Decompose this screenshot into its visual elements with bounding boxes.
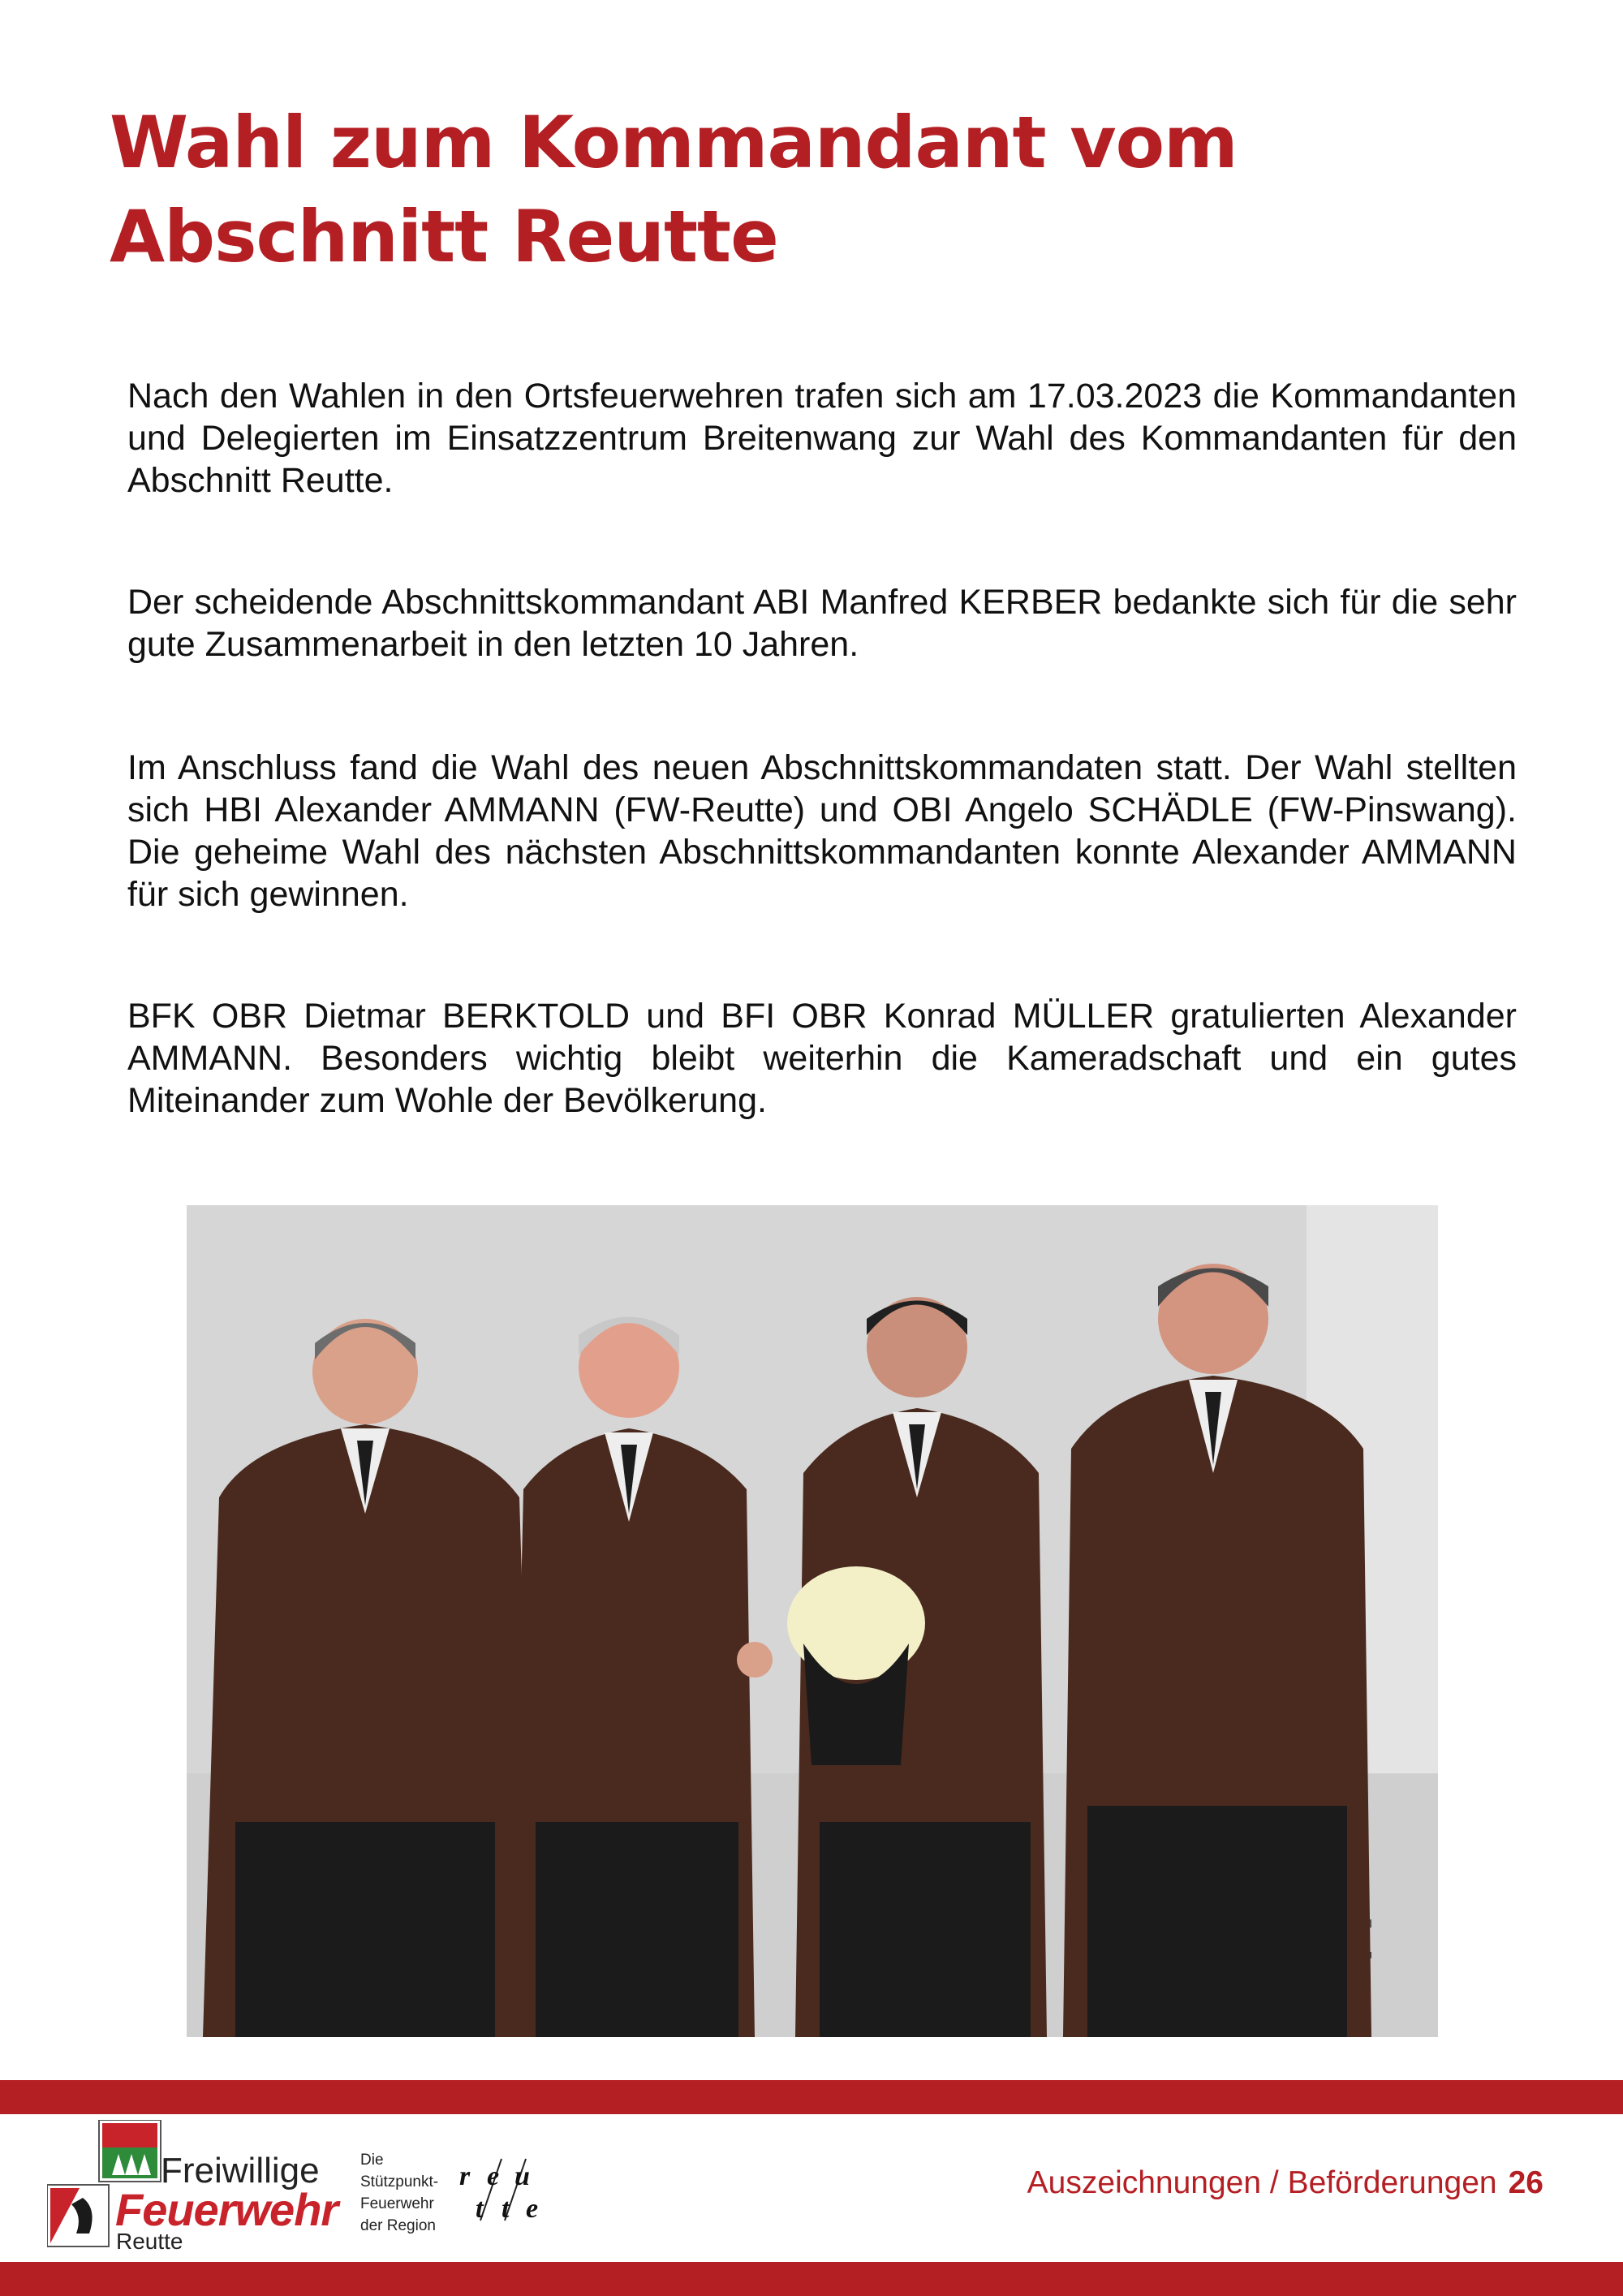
paragraph-2	[127, 581, 1517, 666]
page-title-line-2: Abschnitt Reutte	[110, 195, 778, 278]
paragraph-3	[127, 747, 1517, 915]
reutte-letter-6: e	[526, 2194, 539, 2222]
reutte-region-logo-icon	[454, 2157, 552, 2222]
logo-text-reutte: Reutte	[116, 2229, 183, 2254]
reutte-letter-5: t	[502, 2194, 510, 2222]
reutte-letter-2: e	[487, 2161, 500, 2191]
paragraph-3-text: Im Anschluss fand die Wahl des neuen Abschnittskommandaten statt. Der Wahl stellten sich HBI Alexander AMMANN (FW-Reutte) und OBI Angelo SCHÄDLE (FW-Pinswang). Die geheime Wahl des nächsten Abschnittskommandanten konnte Alexander AMMANN für sich gewinnen.	[127, 748, 1517, 914]
group-photo	[187, 1205, 1438, 2037]
paragraph-4	[127, 995, 1517, 1122]
stuetzpunkt-line-2: Stützpunkt-	[360, 2173, 439, 2190]
logo-text-freiwillige: Freiwillige	[161, 2151, 320, 2190]
footer-band-bottom	[0, 2262, 1623, 2296]
paragraph-2-text: Der scheidende Abschnittskommandant ABI Manfred KERBER bedankte sich für die sehr gute Zusammenarbeit in den letzten 10 Jahren.	[127, 583, 1517, 664]
reutte-letter-4: t	[476, 2194, 484, 2222]
paragraph-1	[127, 375, 1517, 502]
page-number: 26	[1508, 2165, 1543, 2200]
stuetzpunkt-text	[360, 2149, 458, 2237]
stuetzpunkt-line-4: der Region	[360, 2217, 436, 2234]
stuetzpunkt-line-1: Die	[360, 2152, 384, 2169]
page-title-line-1: Wahl zum Kommandant vom	[110, 101, 1238, 184]
reutte-letter-1: r	[459, 2161, 471, 2191]
footer-section-title: Auszeichnungen / Beförderungen	[1027, 2165, 1497, 2200]
reutte-letter-3: u	[514, 2161, 530, 2191]
stuetzpunkt-line-3: Feuerwehr	[360, 2195, 434, 2212]
footer-band-top	[0, 2080, 1623, 2114]
logo-text-feuerwehr: Feuerwehr	[115, 2184, 338, 2235]
footer-section-info	[1027, 2165, 1543, 2201]
group-photo-illustration	[187, 1205, 1438, 2037]
paragraph-1-text: Nach den Wahlen in den Ortsfeuerwehren trafen sich am 17.03.2023 die Kommandanten und Delegierten im Einsatzzentrum Breitenwang zur Wahl des Kommandanten für den Abschnitt Reutte.	[127, 377, 1517, 500]
paragraph-4-text: BFK OBR Dietmar BERKTOLD und BFI OBR Konrad MÜLLER gratulierten Alexander AMMANN. Besonders wichtig bleibt weiterhin die Kameradschaft und ein gutes Miteinander zum Wohle der Bevölkerung.	[127, 997, 1517, 1120]
page-title	[110, 96, 1489, 284]
